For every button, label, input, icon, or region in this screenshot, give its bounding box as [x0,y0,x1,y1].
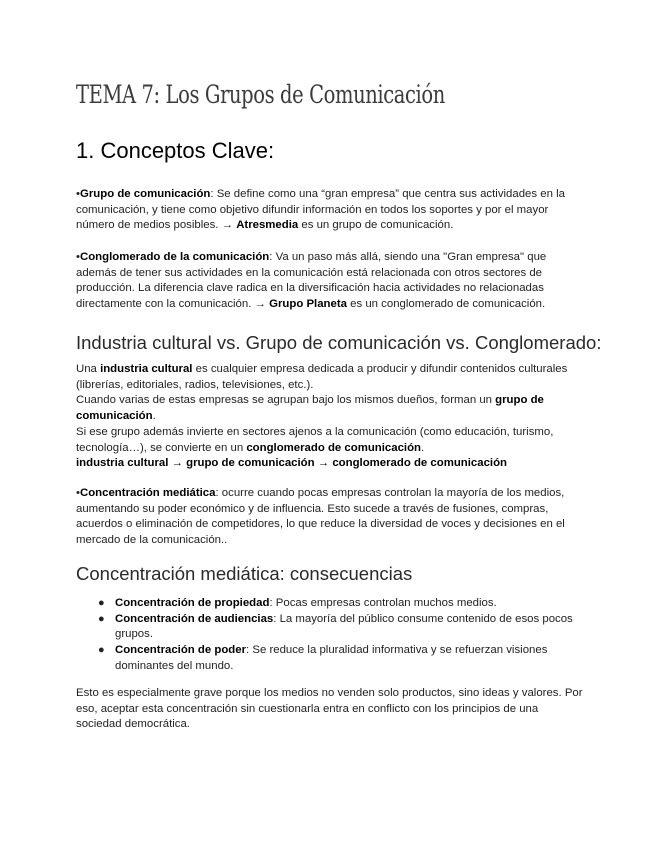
text-span: . [421,441,425,454]
document-title: TEMA 7: Los Grupos de Comunicación [76,80,445,109]
term-industria-cultural: industria cultural [100,363,193,375]
text-span: Si ese grupo además invierte en sectores ajenos a la comunicación (como educación, turismo, tecnología…), se convierte en un [76,425,554,454]
bullet-mark: • [76,487,80,499]
bullet-term: Concentración de propiedad [115,597,270,609]
list-item [76,596,586,612]
term-grupo-comunicacion: grupo de comunicación [76,394,544,423]
bullet-icon: ● [98,597,105,609]
term-grupo: Grupo de comunicación [80,188,211,200]
text-span: es cualquier empresa dedicada a producir y difundir contenidos culturales (librerías, editoriales, radios, televisiones, etc.). [76,363,568,391]
section-heading-consecuencias: Concentración mediática: consecuencias [76,563,413,584]
example-suffix: es un grupo de comunicación. [298,219,454,232]
bullet-term: Concentración de audiencias [115,612,274,625]
bullet-text: : Se reduce la pluralidad informativa y se refuerzan visiones dominantes del mundo. [115,644,548,672]
paragraph-concentracion [76,486,586,549]
text-span: Cuando varias de estas empresas se agrupan bajo los mismos dueños, forman un [76,394,496,407]
bullet-mark: • [76,251,80,263]
paragraph-industria-cultural [76,362,586,472]
section-heading-industria: Industria cultural vs. Grupo de comunicación vs. Conglomerado: [76,332,602,353]
text-span: . [152,410,156,423]
consecuencias-list [76,596,586,675]
example-atresmedia: Atresmedia [236,219,299,232]
bullet-text: : Pocas empresas controlan muchos medios. [269,597,497,609]
example-grupo-planeta: Grupo Planeta [269,298,347,311]
paragraph-conclusion: Esto es especialmente grave porque los medios no venden solo productos, sino ideas y valores. Por eso, aceptar esta concentración sin cuestionarla entra en conflicto con los principios de una sociedad democrática. [76,687,583,731]
list-item [76,643,586,674]
term-concentracion: Concentración mediática [80,487,216,499]
paragraph-grupo-comunicacion [76,187,586,234]
bullet-term: Concentración de poder [115,644,247,657]
list-item [76,612,586,643]
example-suffix: es un conglomerado de comunicación. [346,298,546,311]
bullet-icon: ● [98,612,105,625]
paragraph-conglomerado [76,250,586,313]
text-span: Una [76,363,101,375]
bullet-icon: ● [98,644,105,657]
term-conglomerado: Conglomerado de la comunicación [80,251,270,263]
chain-summary: industria cultural → grupo de comunicación → conglomerado de comunicación [76,457,508,470]
definition-text: : ocurre cuando pocas empresas controlan la mayoría de los medios, aumentando su poder económico y de influencia. Esto sucede a través de fusiones, compras, acuerdos o eliminación de competidores, lo que reduce la diversidad de voces y decisiones en el mercado de la comunicación.. [76,487,565,547]
bullet-text: : La mayoría del público consume contenido de esos pocos grupos. [115,612,573,641]
term-conglomerado-comunicacion: conglomerado de comunicación [246,441,422,454]
bullet-mark: • [76,188,80,200]
definition-text: : Va un paso más allá, siendo una "Gran empresa" que además de tener sus actividades en la comunicación está relacionada con otros sectores de producción. La diferencia clave radica en la diversificación hacia actividades no relacionadas directamente con la comunicación. → [76,251,547,311]
definition-text: : Se define como una “gran empresa” que centra sus actividades en la comunicación, y tiene como objetivo difundir información en todos los soportes y por el mayor número de medios posibles. → [76,188,565,232]
section-heading-conceptos: 1. Conceptos Clave: [76,138,275,163]
